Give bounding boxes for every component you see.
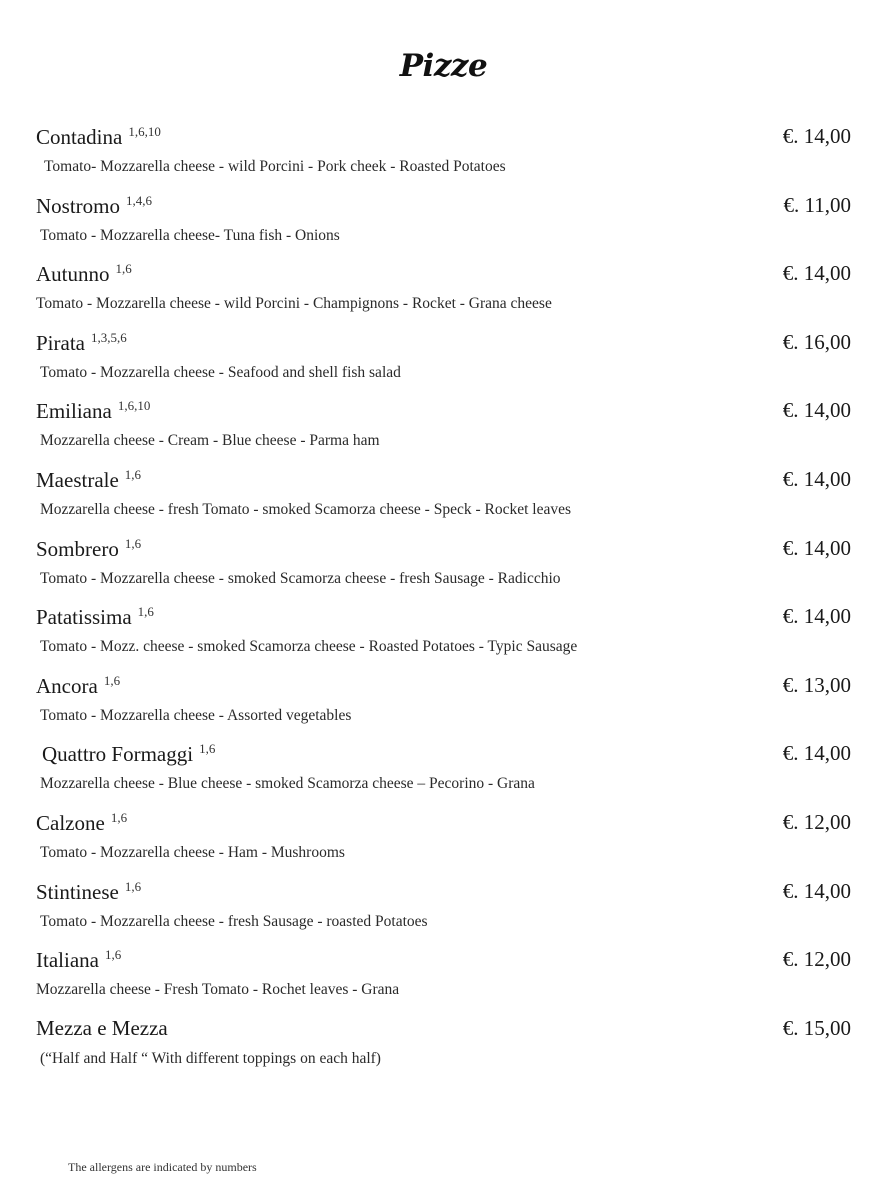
item-price: €. 14,00 bbox=[782, 466, 851, 491]
item-name: Ancora bbox=[36, 673, 98, 698]
item-name-line bbox=[36, 947, 121, 973]
menu-item bbox=[0, 193, 887, 262]
item-description: Mozzarella cheese - Fresh Tomato - Rochet leaves - Grana bbox=[36, 981, 400, 999]
menu-item bbox=[0, 1016, 887, 1085]
item-allergens: 1,6,10 bbox=[128, 124, 161, 139]
item-allergens: 1,4,6 bbox=[126, 192, 152, 208]
item-price: €. 14,00 bbox=[782, 398, 851, 423]
item-price: €. 14,00 bbox=[782, 535, 851, 560]
menu-item bbox=[0, 398, 887, 467]
menu-item bbox=[0, 467, 887, 536]
item-name-line bbox=[36, 604, 154, 630]
item-name: Stintinese bbox=[36, 879, 119, 904]
item-allergens: 1,6 bbox=[103, 672, 121, 688]
item-allergens: 1,6 bbox=[199, 741, 216, 757]
item-name-line bbox=[42, 741, 215, 767]
item-name: Nostromo bbox=[36, 193, 120, 218]
item-name-line bbox=[36, 879, 141, 905]
item-name-line bbox=[36, 467, 141, 493]
menu-item bbox=[0, 124, 887, 193]
item-allergens: 1,6 bbox=[137, 604, 154, 620]
menu-item bbox=[0, 536, 887, 605]
item-description: Tomato - Mozz. cheese - smoked Scamorza cheese - Roasted Potatoes - Typic Sausage bbox=[40, 638, 578, 656]
item-price: €. 14,00 bbox=[782, 741, 851, 766]
allergen-footnote: The allergens are indicated by numbers bbox=[68, 1160, 257, 1174]
item-name-line bbox=[36, 124, 161, 150]
item-allergens: 1,6,10 bbox=[117, 398, 151, 414]
item-name: Italiana bbox=[36, 948, 99, 973]
menu-item bbox=[0, 741, 887, 810]
item-description: Mozzarella cheese - Blue cheese - smoked Scamorza cheese – Pecorino - Grana bbox=[40, 775, 535, 793]
menu-item bbox=[0, 947, 887, 1016]
item-name: Emiliana bbox=[36, 399, 112, 424]
item-price: €. 14,00 bbox=[782, 124, 851, 148]
item-price: €. 13,00 bbox=[782, 672, 851, 697]
item-description: Tomato - Mozzarella cheese - Assorted vegetables bbox=[40, 706, 352, 724]
item-allergens: 1,6 bbox=[115, 261, 132, 277]
item-description: Tomato - Mozzarella cheese - fresh Sausage - roasted Potatoes bbox=[40, 912, 428, 930]
item-name: Quattro Formaggi bbox=[42, 742, 194, 767]
item-description: Tomato - Mozzarella cheese - Seafood and shell fish salad bbox=[40, 363, 401, 381]
item-name: Patatissima bbox=[36, 605, 132, 630]
item-name-line bbox=[36, 193, 152, 219]
menu-item bbox=[0, 810, 887, 879]
item-allergens: 1,6 bbox=[124, 466, 142, 482]
item-price: €. 15,00 bbox=[782, 1015, 851, 1040]
item-price: €. 14,00 bbox=[782, 604, 851, 629]
item-allergens: 1,3,5,6 bbox=[90, 329, 127, 345]
item-name: Autunno bbox=[36, 262, 110, 287]
item-price: €. 16,00 bbox=[782, 329, 851, 354]
item-price: €. 14,00 bbox=[782, 261, 851, 286]
menu-item bbox=[0, 330, 887, 399]
item-name-line bbox=[36, 398, 150, 424]
item-name-line bbox=[36, 261, 132, 287]
item-name: Sombrero bbox=[36, 536, 119, 561]
item-name-line bbox=[36, 330, 127, 356]
item-name: Mezza e Mezza bbox=[36, 1015, 168, 1040]
item-name: Pirata bbox=[36, 330, 85, 355]
item-allergens: 1,6 bbox=[124, 878, 142, 894]
item-name-line bbox=[36, 1016, 168, 1041]
menu-item bbox=[0, 604, 887, 673]
item-description: Tomato - Mozzarella cheese - Ham - Mushrooms bbox=[40, 843, 345, 861]
item-name-line bbox=[36, 673, 120, 699]
item-allergens: 1,6 bbox=[110, 809, 128, 825]
pizza-menu-list bbox=[0, 124, 887, 1084]
item-name: Contadina bbox=[36, 125, 123, 149]
item-price: €. 12,00 bbox=[782, 947, 851, 972]
item-name: Calzone bbox=[36, 810, 105, 835]
item-description: Tomato - Mozzarella cheese - wild Porcini - Champignons - Rocket - Grana cheese bbox=[36, 295, 552, 313]
item-description: Mozzarella cheese - Cream - Blue cheese - Parma ham bbox=[40, 432, 380, 450]
item-name: Maestrale bbox=[36, 467, 119, 492]
item-description: Tomato - Mozzarella cheese - smoked Scamorza cheese - fresh Sausage - Radicchio bbox=[40, 569, 561, 587]
menu-item bbox=[0, 879, 887, 948]
item-description: Tomato - Mozzarella cheese- Tuna fish - Onions bbox=[40, 226, 340, 244]
page-title: Pizze bbox=[399, 48, 488, 84]
item-name-line bbox=[36, 810, 127, 836]
item-description: Tomato- Mozzarella cheese - wild Porcini - Pork cheek - Roasted Potatoes bbox=[44, 158, 506, 175]
item-price: €. 11,00 bbox=[783, 192, 851, 217]
item-description: (“Half and Half “ With different toppings on each half) bbox=[40, 1049, 381, 1067]
item-name-line bbox=[36, 536, 141, 562]
item-price: €. 14,00 bbox=[782, 878, 851, 903]
item-description: Mozzarella cheese - fresh Tomato - smoked Scamorza cheese - Speck - Rocket leaves bbox=[40, 500, 571, 518]
item-price: €. 12,00 bbox=[782, 809, 851, 834]
item-allergens: 1,6 bbox=[104, 947, 122, 963]
item-allergens: 1,6 bbox=[124, 535, 142, 551]
menu-item bbox=[0, 261, 887, 330]
menu-item bbox=[0, 673, 887, 742]
